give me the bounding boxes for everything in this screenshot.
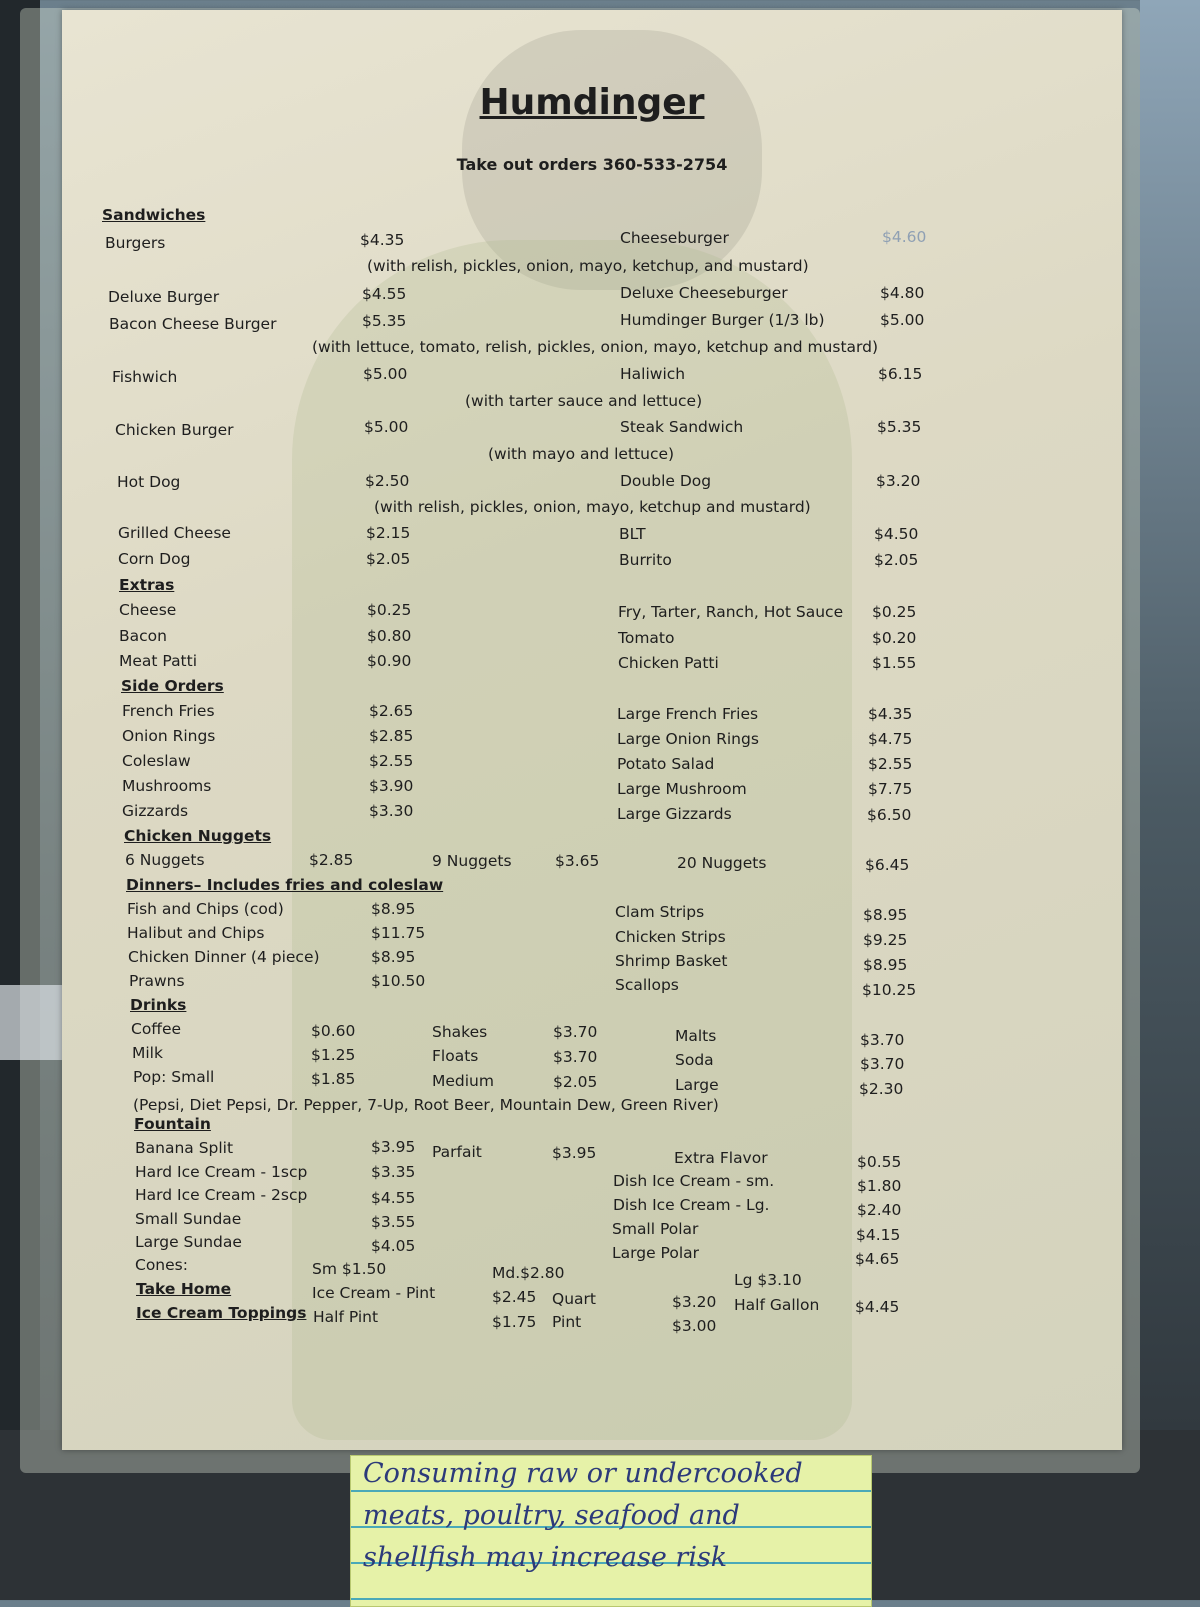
- item-price: $9.25: [863, 931, 908, 949]
- item-name: Fish and Chips (cod): [127, 900, 284, 918]
- item-price: $4.15: [856, 1226, 901, 1244]
- item-name: Humdinger Burger (1/3 lb): [620, 311, 825, 329]
- section-sandwiches: Sandwiches: [102, 206, 206, 224]
- drink-name: Milk: [132, 1044, 163, 1062]
- item-name: Parfait: [432, 1143, 482, 1161]
- item-price: $7.75: [868, 780, 913, 798]
- item-price: $2.55: [369, 752, 414, 770]
- item-name: Bacon Cheese Burger: [109, 315, 277, 333]
- item-name: Banana Split: [135, 1139, 234, 1157]
- drink-price: $3.70: [553, 1023, 598, 1041]
- item-name: Dish Ice Cream - sm.: [613, 1172, 775, 1190]
- item-price: $2.05: [366, 550, 411, 568]
- item-price: $3.30: [369, 802, 414, 820]
- item-name: Ice Cream - Pint: [312, 1284, 436, 1302]
- item-price: $8.95: [863, 956, 908, 974]
- item-price: $1.55: [872, 654, 917, 672]
- item-price: $1.75: [492, 1313, 537, 1331]
- item-price: $3.20: [672, 1293, 717, 1311]
- item-name: Potato Salad: [617, 755, 715, 773]
- item-name: Steak Sandwich: [620, 418, 744, 436]
- item-price: $5.35: [877, 418, 922, 436]
- item-price: $0.80: [367, 627, 412, 645]
- item-name: Corn Dog: [118, 550, 191, 568]
- item-name: Cones:: [135, 1256, 188, 1274]
- item-name: Large Mushroom: [617, 780, 747, 798]
- item-price: $2.45: [492, 1288, 537, 1306]
- drink-name: Shakes: [432, 1023, 488, 1041]
- item-price: $6.15: [878, 365, 923, 383]
- item-price: $10.50: [371, 972, 426, 990]
- item-name: 9 Nuggets: [432, 852, 512, 870]
- item-name: Grilled Cheese: [118, 524, 231, 542]
- item-name: Dish Ice Cream - Lg.: [613, 1196, 770, 1214]
- note-line: meats, poultry, seafood and: [363, 1500, 740, 1531]
- item-price: $8.95: [371, 900, 416, 918]
- item-price: Lg $3.10: [734, 1271, 802, 1289]
- item-price: Md.$2.80: [492, 1264, 565, 1282]
- drink-name: Coffee: [131, 1020, 182, 1038]
- item-name: Fishwich: [112, 368, 178, 386]
- item-name: Burgers: [105, 234, 166, 252]
- item-name: 6 Nuggets: [125, 851, 205, 869]
- item-name: Small Sundae: [135, 1210, 242, 1228]
- item-price: $0.25: [872, 603, 917, 621]
- item-price: $2.40: [857, 1201, 902, 1219]
- section-ice-cream-toppings: Ice Cream Toppings: [136, 1304, 307, 1322]
- item-price: $4.50: [874, 525, 919, 543]
- item-note: (with lettuce, tomato, relish, pickles, onion, mayo, ketchup and mustard): [312, 338, 879, 356]
- item-name: Quart: [552, 1290, 596, 1308]
- item-name: Large French Fries: [617, 705, 759, 723]
- item-price: $3.90: [369, 777, 414, 795]
- item-name: BLT: [619, 525, 646, 543]
- drink-price: $2.05: [553, 1073, 598, 1091]
- item-name: Coleslaw: [122, 752, 191, 770]
- item-price: $4.55: [362, 285, 407, 303]
- note-line: shellfish may increase risk: [363, 1542, 728, 1573]
- item-name: Mushrooms: [122, 777, 212, 795]
- item-price: $3.95: [552, 1144, 597, 1162]
- item-price: $0.25: [367, 601, 412, 619]
- item-price: Sm $1.50: [312, 1260, 387, 1278]
- section-take-home: Take Home: [136, 1280, 232, 1298]
- item-price: $5.35: [362, 312, 407, 330]
- item-name: Shrimp Basket: [615, 952, 728, 970]
- item-price: $2.85: [309, 851, 354, 869]
- item-name: Gizzards: [122, 802, 189, 820]
- section-side-orders: Side Orders: [121, 677, 224, 695]
- item-name: Scallops: [615, 976, 679, 994]
- item-price: $0.55: [857, 1153, 902, 1171]
- item-name: Pint: [552, 1313, 582, 1331]
- item-price: $5.00: [364, 418, 409, 436]
- section-drinks: Drinks: [130, 996, 187, 1014]
- item-note: (with tarter sauce and lettuce): [465, 392, 703, 410]
- item-price: $4.35: [868, 705, 913, 723]
- item-name: Cheese: [119, 601, 177, 619]
- item-name: Fry, Tarter, Ranch, Hot Sauce: [618, 603, 844, 621]
- item-name: Tomato: [618, 629, 675, 647]
- item-price: $1.80: [857, 1177, 902, 1195]
- drink-name: Medium: [432, 1072, 494, 1090]
- menu-sheet: [62, 10, 1122, 1450]
- item-name: Onion Rings: [122, 727, 216, 745]
- item-price: $3.55: [371, 1213, 416, 1231]
- item-price: $2.05: [874, 551, 919, 569]
- item-name: Prawns: [129, 972, 185, 990]
- drink-name: Pop: Small: [133, 1068, 215, 1086]
- drink-price: $3.70: [553, 1048, 598, 1066]
- item-name: Half Pint: [313, 1308, 379, 1326]
- item-name: Large Onion Rings: [617, 730, 759, 748]
- item-name: Large Sundae: [135, 1233, 242, 1251]
- drink-name: Malts: [675, 1027, 717, 1045]
- item-name: Small Polar: [612, 1220, 699, 1238]
- item-name: 20 Nuggets: [677, 854, 767, 872]
- drink-price: $1.25: [311, 1046, 356, 1064]
- takeout-phone: Take out orders 360-533-2754: [456, 155, 728, 174]
- drink-price: $3.70: [860, 1031, 905, 1049]
- item-price: $2.15: [366, 524, 411, 542]
- item-price: $4.55: [371, 1189, 416, 1207]
- item-name: Extra Flavor: [674, 1149, 768, 1167]
- item-price: $3.95: [371, 1138, 416, 1156]
- item-name: Chicken Patti: [618, 654, 719, 672]
- item-note: (with mayo and lettuce): [488, 445, 675, 463]
- item-price: $5.00: [880, 311, 925, 329]
- warning-sticky-note: [350, 1455, 872, 1607]
- item-name: Chicken Strips: [615, 928, 726, 946]
- note-line: Consuming raw or undercooked: [363, 1458, 803, 1489]
- item-name: Meat Patti: [119, 652, 198, 670]
- item-name: Bacon: [119, 627, 167, 645]
- item-name: French Fries: [122, 702, 215, 720]
- item-price: $2.65: [369, 702, 414, 720]
- item-price: $10.25: [862, 981, 917, 999]
- item-price: $4.60: [882, 228, 927, 246]
- item-name: Hot Dog: [117, 473, 181, 491]
- section-extras: Extras: [119, 576, 175, 594]
- item-price: $0.20: [872, 629, 917, 647]
- item-name: Haliwich: [620, 365, 686, 383]
- drink-name: Floats: [432, 1047, 479, 1065]
- item-name: Chicken Dinner (4 piece): [128, 948, 320, 966]
- item-price: $4.65: [855, 1250, 900, 1268]
- item-price: $5.00: [363, 365, 408, 383]
- item-name: Half Gallon: [734, 1296, 820, 1314]
- item-name: Hard Ice Cream - 1scp: [135, 1163, 308, 1181]
- item-price: $4.05: [371, 1237, 416, 1255]
- item-price: $4.75: [868, 730, 913, 748]
- section-chicken-nuggets: Chicken Nuggets: [124, 827, 272, 845]
- item-price: $0.90: [367, 652, 412, 670]
- item-price: $2.85: [369, 727, 414, 745]
- item-name: Deluxe Burger: [108, 288, 220, 306]
- drink-price: $2.30: [859, 1080, 904, 1098]
- item-name: Double Dog: [620, 472, 712, 490]
- item-note: (Pepsi, Diet Pepsi, Dr. Pepper, 7-Up, Root Beer, Mountain Dew, Green River): [133, 1096, 719, 1114]
- item-name: Large Polar: [612, 1244, 699, 1262]
- item-name: Hard Ice Cream - 2scp: [135, 1186, 308, 1204]
- drink-name: Large: [675, 1076, 719, 1094]
- item-price: $3.20: [876, 472, 921, 490]
- item-price: $8.95: [863, 906, 908, 924]
- item-price: $11.75: [371, 924, 426, 942]
- drink-price: $3.70: [860, 1055, 905, 1073]
- item-price: $8.95: [371, 948, 416, 966]
- item-price: $3.35: [371, 1163, 416, 1181]
- item-price: $6.50: [867, 806, 912, 824]
- item-price: $4.35: [360, 231, 405, 249]
- drink-price: $1.85: [311, 1070, 356, 1088]
- drink-name: Soda: [675, 1051, 714, 1069]
- item-name: Halibut and Chips: [127, 924, 265, 942]
- item-price: $6.45: [865, 856, 910, 874]
- item-name: Clam Strips: [615, 903, 705, 921]
- item-price: $2.55: [868, 755, 913, 773]
- item-price: $2.50: [365, 472, 410, 490]
- item-name: Deluxe Cheeseburger: [620, 284, 788, 302]
- item-price: $4.80: [880, 284, 925, 302]
- item-price: $4.45: [855, 1298, 900, 1316]
- item-name: Large Gizzards: [617, 805, 732, 823]
- item-price: $3.00: [672, 1317, 717, 1335]
- item-name: Burrito: [619, 551, 672, 569]
- item-note: (with relish, pickles, onion, mayo, ketchup and mustard): [374, 498, 811, 516]
- window-frame-right: [1140, 0, 1200, 1600]
- drink-price: $0.60: [311, 1022, 356, 1040]
- menu-title: Humdinger: [479, 82, 705, 123]
- item-name: Cheeseburger: [620, 229, 729, 247]
- item-note: (with relish, pickles, onion, mayo, ketchup, and mustard): [367, 257, 809, 275]
- section-fountain: Fountain: [134, 1115, 211, 1133]
- section-dinners: Dinners– Includes fries and coleslaw: [126, 876, 444, 894]
- item-price: $3.65: [555, 852, 600, 870]
- item-name: Chicken Burger: [115, 421, 234, 439]
